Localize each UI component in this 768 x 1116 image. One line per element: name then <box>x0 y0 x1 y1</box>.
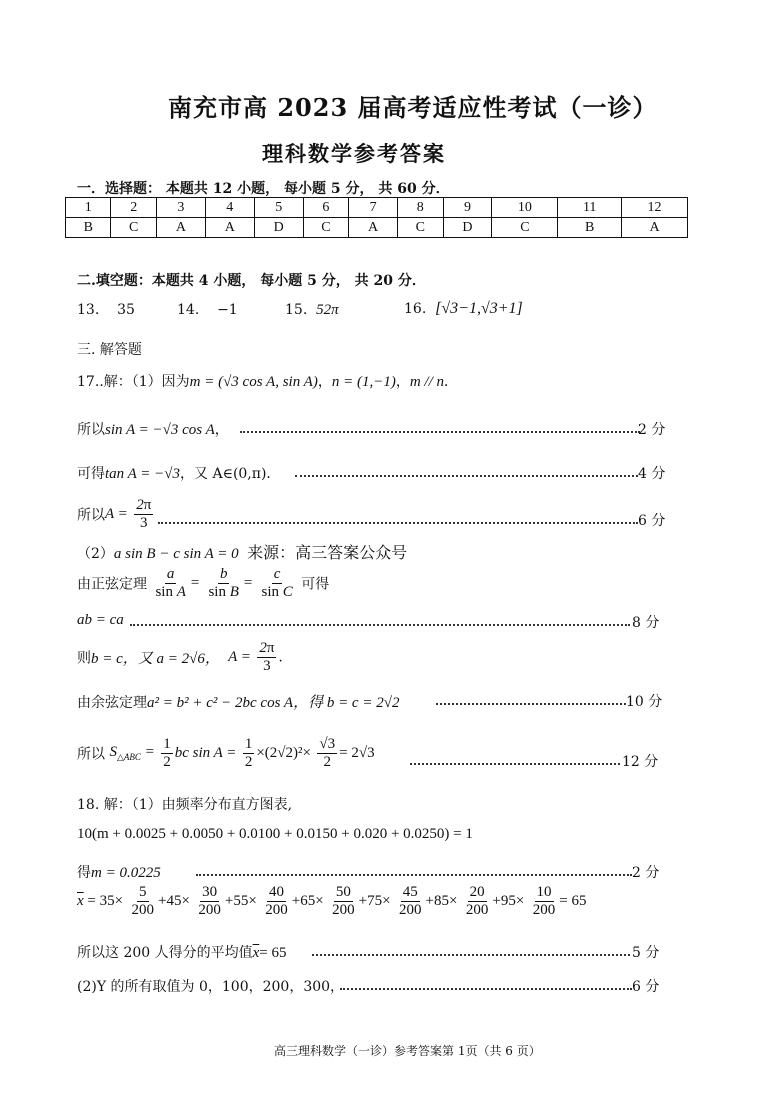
leader-dots <box>158 512 638 524</box>
answer-choice-cell: A <box>622 218 688 238</box>
page-footer: 高三理科数学（一诊）参考答案第 1页（共 6 页） <box>274 1044 541 1058</box>
question-number-cell: 2 <box>111 198 156 218</box>
q18-average: 所以这 200 人得分的平均值$\overline{x}= 65$ <box>77 945 287 961</box>
source-note: 来源：高三答案公众号 <box>247 543 408 562</box>
fill-a13: 35 <box>117 302 135 318</box>
leader-dots <box>436 693 626 705</box>
answer-choice-cell: A <box>156 218 205 238</box>
q18-y-values: (2)Y 的所有取值为 0，100，200，300， <box>77 979 345 995</box>
leader-dots <box>295 465 638 477</box>
q17-sine-rule: 由正弦定理 $\frac{a}{\text{sin A}}$ = $\frac{b}{\text{sin B}}$ = $\frac{c}{\text{sin C}}$ 可得 <box>77 566 330 600</box>
q17-intro: 17..解：（1）因为m = (√3 cos A, sin A)，n = (1,−1)，m // n． <box>77 374 458 390</box>
q18-intro: 18. 解：（1）由频率分布直方图表, <box>77 797 293 813</box>
q17-points-8: 8 分 <box>632 615 660 631</box>
answer-choice-cell: C <box>303 218 348 238</box>
question-number-cell: 5 <box>254 198 303 218</box>
leader-dots <box>312 944 630 956</box>
q17-points-10: 10 分 <box>626 694 663 710</box>
q17-part2: （2）a sin B − c sin A = 0 来源：高三答案公众号 <box>77 543 408 562</box>
q17-ab-line: ab = ca <box>77 612 124 628</box>
q17-points-6: 6 分 <box>638 513 666 529</box>
q18-points-6: 6 分 <box>632 979 660 995</box>
section3-header: 三. 解答题 <box>77 342 142 358</box>
question-number-cell: 4 <box>205 198 254 218</box>
answer-choice-cell: C <box>111 218 156 238</box>
answer-choice-cell: D <box>443 218 492 238</box>
answer-choice-cell: B <box>558 218 622 238</box>
page-subtitle: 理科数学参考答案 <box>262 141 446 166</box>
answer-choice-cell: A <box>205 218 254 238</box>
section1-header: 一．选择题： 本题共 12 小题， 每小题 5 分， 共 60 分． <box>77 181 450 197</box>
question-number-cell: 10 <box>492 198 558 218</box>
q18-points-2: 2 分 <box>632 865 660 881</box>
q17-cos-rule: 由余弦定理a² = b² + c² − 2bc cos A，得 b = c = 2√2 <box>77 695 400 711</box>
q17-points-2: 2 分 <box>638 422 666 438</box>
q18-mean-equation: $\overline{x} = 35\times$ $\frac{5}{200}$ +45× $\frac{30}{200}$ +55× $\frac{40}{200}$ +65× $\frac{50}{200}$ +75× $\frac{45}{200}$ +85× $\frac{20}{200}$ +95× $\frac{10}{200}$ = 65 <box>77 884 587 918</box>
q17-line3: 所以A = $\frac{2\pi}{3}$ <box>77 497 152 531</box>
q17-line1: 所以sin A = −√3 cos A， <box>77 422 229 438</box>
fill-a15: 52π <box>316 302 339 318</box>
leader-dots <box>130 614 630 626</box>
fill-q13: 13. 35 <box>77 302 135 318</box>
fill-q14: 14. −1 <box>177 302 238 318</box>
leader-dots <box>196 864 632 876</box>
q18-points-5: 5 分 <box>632 945 660 961</box>
question-number-cell: 11 <box>558 198 622 218</box>
question-number-cell: 9 <box>443 198 492 218</box>
q17-area: 所以 $S_{\triangle ABC}$ = $\frac{1}{2}$ bc sin A = $\frac{1}{2}$ ×(2√2)²× $\frac{√3}{2}$ = 2√3 <box>77 736 375 770</box>
fill-q15: 15. 52π <box>285 302 339 318</box>
leader-dots <box>410 753 620 765</box>
fill-a14: −1 <box>217 302 238 318</box>
answer-choice-cell: C <box>398 218 443 238</box>
answer-choice-cell: D <box>254 218 303 238</box>
answer-number-row <box>66 198 688 218</box>
leader-dots <box>340 978 632 990</box>
answer-table <box>65 197 688 238</box>
answer-choice-cell: B <box>66 218 111 238</box>
q18-eq1: 10(m + 0.0025 + 0.0050 + 0.0100 + 0.0150 + 0.020 + 0.0250) = 1 <box>77 826 473 842</box>
q17-then-line: 则b = c，又 a = 2√6， A = $\frac{2\pi}{3}$ . <box>77 640 283 674</box>
question-number-cell: 6 <box>303 198 348 218</box>
q17-points-12: 12 分 <box>622 754 659 770</box>
question-number-cell: 3 <box>156 198 205 218</box>
section2-header: 二.填空题：本题共 4 小题， 每小题 5 分， 共 20 分． <box>77 273 426 289</box>
answer-choice-row <box>66 218 688 238</box>
q17-line2: 可得tan A = −√3，又 A∈(0,π)． <box>77 466 281 482</box>
answer-choice-cell: C <box>492 218 558 238</box>
question-number-cell: 12 <box>622 198 688 218</box>
fill-a16: [√3−1,√3+1] <box>435 300 523 317</box>
q17-points-4: 4 分 <box>638 466 666 482</box>
answer-choice-cell: A <box>349 218 398 238</box>
page-title: 南充市高 2023 届高考适应性考试（一诊） <box>168 93 658 122</box>
question-number-cell: 8 <box>398 198 443 218</box>
q18-m-line: 得m = 0.0225 <box>77 865 161 881</box>
question-number-cell: 7 <box>349 198 398 218</box>
fill-q16: 16. [√3−1,√3+1] <box>404 300 523 317</box>
leader-dots <box>240 421 640 433</box>
question-number-cell: 1 <box>66 198 111 218</box>
